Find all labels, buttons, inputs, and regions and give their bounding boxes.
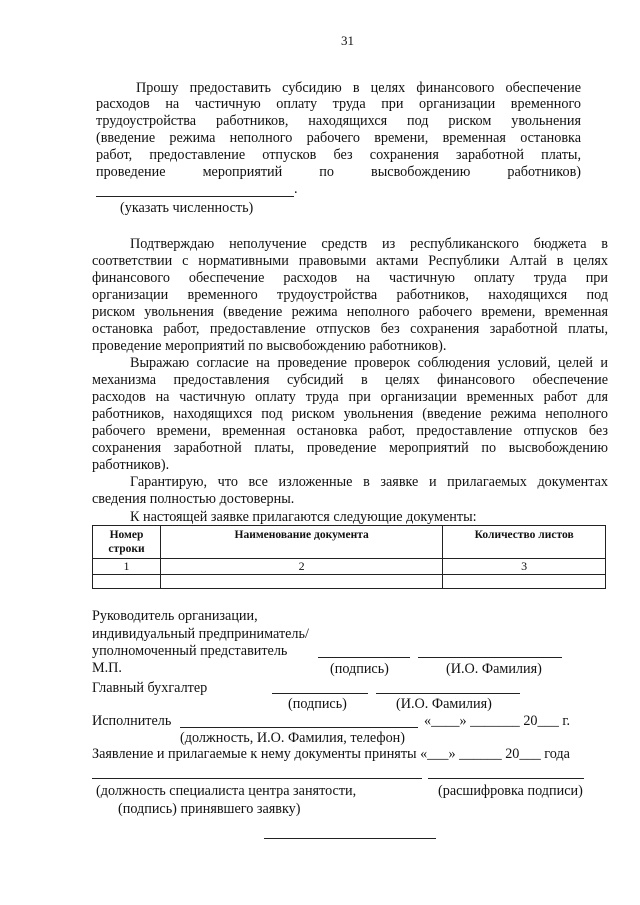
head-name-line: [418, 657, 562, 658]
executor-label: Исполнитель: [92, 713, 172, 729]
confirm-line-7: проведение мероприятий по высвобождению работников).: [92, 338, 447, 354]
executor-line: [180, 727, 418, 728]
accountant-name-line: [376, 693, 520, 694]
confirm-line-3: финансового обеспечение расходов на частичную оплату труда при: [92, 270, 608, 286]
request-period: .: [294, 181, 298, 197]
decode-line: [428, 778, 584, 779]
decode-hint: (расшифровка подписи): [438, 783, 583, 799]
header-document-name: Наименование документа: [160, 526, 442, 559]
confirm-line-5: риском увольнения (введение режима неполного рабочего времени, временная: [92, 304, 608, 320]
table-cell: [93, 575, 161, 589]
bottom-line: [264, 838, 436, 839]
head-signature-line: [318, 657, 410, 658]
confirm-line-1: Подтверждаю неполучение средств из республиканского бюджета в: [130, 236, 608, 252]
signature-accepted-hint: (подпись) принявшего заявку): [118, 801, 301, 817]
page-number: 31: [341, 33, 354, 48]
consent-line-7: работников).: [92, 457, 170, 473]
count-underline: [96, 196, 294, 197]
accepted-label: Заявление и прилагаемые к нему документы приняты «___» ______ 20___ года: [92, 746, 570, 762]
table-cell: [443, 575, 606, 589]
table-cell: [160, 575, 442, 589]
request-line-2: расходов на частичную оплату труда при организации временного: [96, 96, 581, 112]
head-label-2: индивидуальный предприниматель/: [92, 626, 309, 642]
consent-line-6: сохранения заработной платы, проведение мероприятий по высвобождению: [92, 440, 608, 456]
request-line-5: работ, предоставление отпусков без сохранения заработной платы,: [96, 147, 581, 163]
accountant-signature-line: [272, 693, 368, 694]
confirm-line-2: соответствии с нормативными правовыми актами Республики Алтай в целях: [92, 253, 608, 269]
numbering-cell: 1: [93, 559, 161, 575]
numbering-cell: 2: [160, 559, 442, 575]
attachments-table: [92, 525, 606, 589]
count-hint: (указать численность): [120, 200, 254, 216]
request-line-6: проведение мероприятий по высвобождению работников): [96, 164, 581, 180]
table-numbering-row: [93, 559, 606, 575]
mp-label: М.П.: [92, 660, 122, 676]
accountant-signature-hint: (подпись): [288, 696, 347, 712]
head-label-1: Руководитель организации,: [92, 608, 258, 624]
head-name-hint: (И.О. Фамилия): [446, 661, 542, 677]
consent-line-3: расходов на частичную оплату труда при организации временных работ для: [92, 389, 608, 405]
accountant-label: Главный бухгалтер: [92, 680, 208, 696]
guarantee-line-1: Гарантирую, что все изложенные в заявке и прилагаемых документах: [130, 474, 608, 490]
accountant-name-hint: (И.О. Фамилия): [396, 696, 492, 712]
table-row: [93, 575, 606, 589]
header-sheet-count: Количество листов: [443, 526, 606, 559]
confirm-line-4: организации временного трудоустройства работников, находящихся под: [92, 287, 608, 303]
consent-line-5: рабочего времени, временная остановка работ, предоставление отпусков без: [92, 423, 608, 439]
head-label-3: уполномоченный представитель: [92, 643, 288, 659]
confirm-line-6: остановка работ, предоставление отпусков без сохранения заработной платы,: [92, 321, 608, 337]
table-header-row: [93, 526, 606, 559]
header-row-number: Номер строки: [93, 526, 161, 559]
consent-line-1: Выражаю согласие на проведение проверок соблюдения условий, целей и: [130, 355, 608, 371]
request-line-1: Прошу предоставить субсидию в целях финансового обеспечение: [136, 80, 581, 96]
consent-line-4: работников, находящихся под риском увольнения (введение режима неполного: [92, 406, 608, 422]
head-signature-hint: (подпись): [330, 661, 389, 677]
guarantee-line-2: сведения полностью достоверны.: [92, 491, 295, 507]
consent-line-2: механизма предоставления субсидий в целях финансового обеспечение: [92, 372, 608, 388]
executor-hint: (должность, И.О. Фамилия, телефон): [180, 730, 405, 746]
executor-date: «____» _______ 20___ г.: [424, 713, 571, 729]
numbering-cell: 3: [443, 559, 606, 575]
specialist-line: [92, 778, 422, 779]
specialist-hint: (должность специалиста центра занятости,: [96, 783, 357, 799]
attachments-intro: К настоящей заявке прилагаются следующие документы:: [130, 509, 477, 525]
request-line-4: (введение режима неполного рабочего времени, временная остановка: [96, 130, 581, 146]
request-line-3: трудоустройства работников, находящихся под риском увольнения: [96, 113, 581, 129]
